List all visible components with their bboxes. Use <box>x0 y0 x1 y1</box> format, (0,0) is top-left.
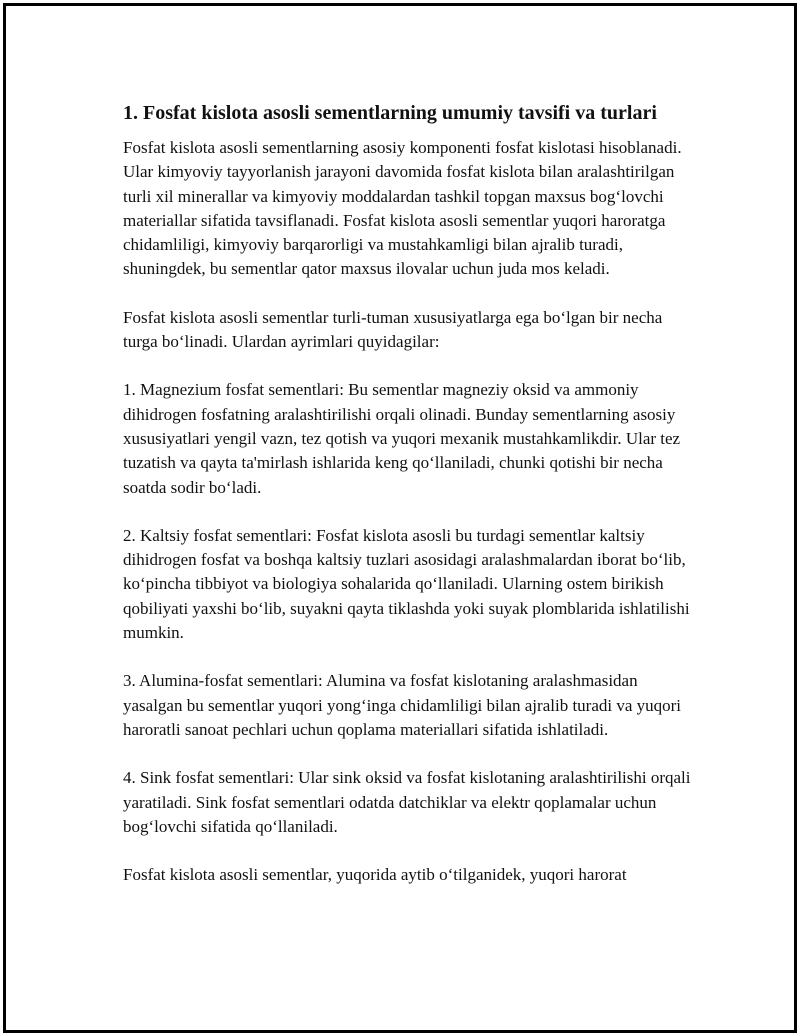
intro-paragraph: Fosfat kislota asosli sementlarning asosiy komponenti fosfat kislotasi hisoblanadi. Ular kimyoviy tayyorlanish jarayoni davomida fosfat kislota bilan aralashtirilgan turli xil minerallar va kimyoviy moddalardan tashkil topgan maxsus bog‘lovchi materiallar sifatida tavsiflanadi. Fosfat kislota asosli sementlar yuqori haroratga chidamliligi, kimyoviy barqarorligi va mustahkamligi bilan ajralib turadi, shuningdek, bu sementlar qator maxsus ilovalar uchun juda mos keladi. <box>123 138 682 279</box>
closing-paragraph: Fosfat kislota asosli sementlar, yuqorida aytib o‘tilganidek, yuqori harorat <box>123 865 627 885</box>
magnesium-phosphate-paragraph: 1. Magnezium fosfat sementlari: Bu sementlar magneziy oksid va ammoniy dihidrogen fosfatning aralashtirilishi orqali olinadi. Bunday sementlarning asosiy xususiyatlari yengil vazn, tez qotish va yuqori mexanik mustahkamlikdir. Ular tez tuzatish va qayta ta'mirlash ishlarida keng qo‘llaniladi, chunki qotishi bir necha soatda sodir bo‘ladi. <box>123 380 681 497</box>
types-intro-paragraph: Fosfat kislota asosli sementlar turli-tuman xususiyatlarga ega bo‘lgan bir necha turga bo‘linadi. Ulardan ayrimlari quyidagilar: <box>123 307 663 352</box>
calcium-phosphate-paragraph: 2. Kaltsiy fosfat sementlari: Fosfat kislota asosli bu turdagi sementlar kaltsiy dihidrogen fosfat va boshqa kaltsiy tuzlari asosidagi aralashmalardan iborat bo‘lib, ko‘pincha tibbiyot va biologiya sohalarida qo‘llaniladi. Ularning ostem birikish qobiliyati yaxshi bo‘lib, suyakni qayta tiklashda yoki suyak plomblarida ishlatilishi mumkin. <box>123 525 690 643</box>
section-title: 1. Fosfat kislota asosli sementlarning umumiy tavsifi va turlari <box>123 102 657 124</box>
alumina-phosphate-paragraph: 3. Alumina-fosfat sementlari: Alumina va fosfat kislotaning aralashmasidan yasalgan bu sementlar yuqori yong‘inga chidamliligi bilan ajralib turadi va yuqori haroratli sanoat pechlari uchun qoplama materiallari sifatida ishlatiladi. <box>123 671 682 739</box>
zinc-phosphate-paragraph: 4. Sink fosfat sementlari: Ular sink oksid va fosfat kislotaning aralashtirilishi orqali yaratiladi. Sink fosfat sementlari odatda datchiklar va elektr qoplamalar uchun bog‘lovchi sifatida qo‘llaniladi. <box>123 768 691 836</box>
document-body <box>123 100 698 887</box>
page-frame <box>3 3 797 1033</box>
